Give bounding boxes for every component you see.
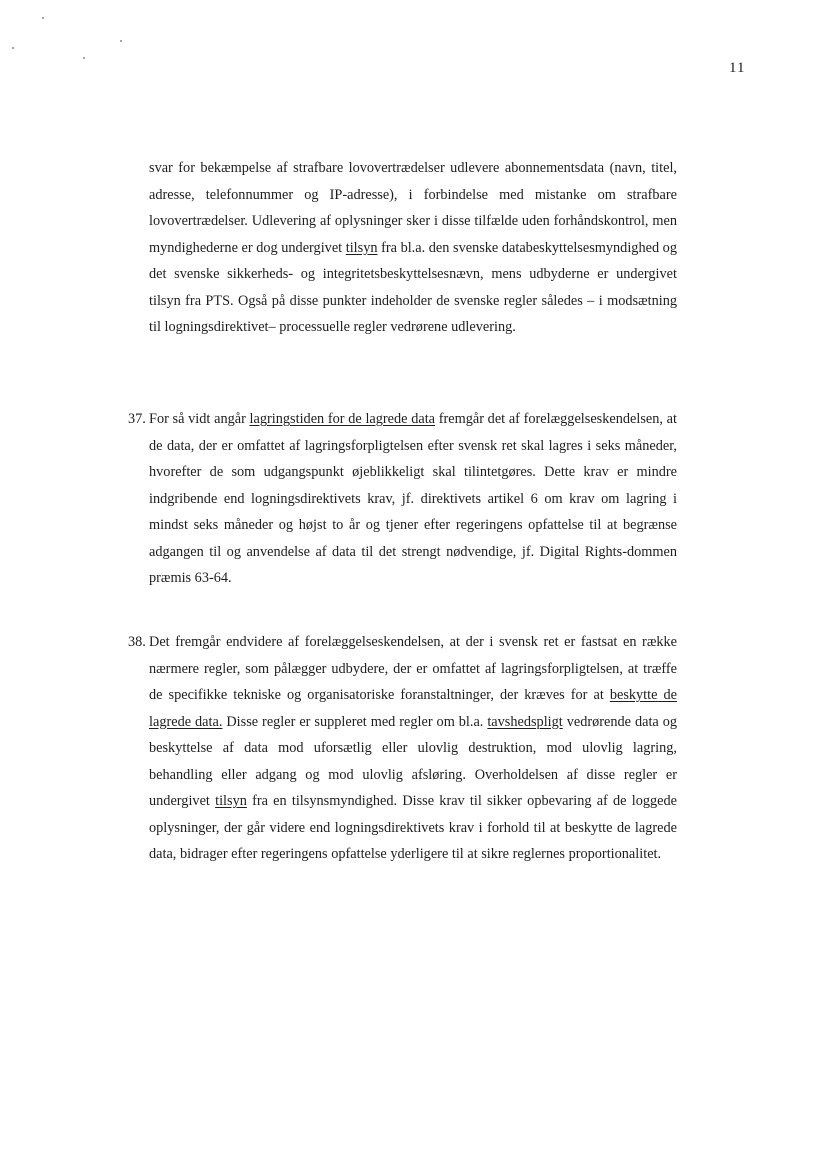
- paragraph-text: svar for bekæmpelse af strafbare lovovertrædelser udlevere abonnementsdata (navn, titel, adresse, telefonnummer og IP-adresse), i forbindelse med mistanke om strafbare lovovertrædelser. Udlevering af oplysninger sker i disse tilfælde uden forhåndskontrol, men myndighederne er dog undergivet: [149, 160, 677, 256]
- paragraph-text: fra bl.a. den svenske databeskyttelsesmyndighed og det svenske sikkerheds- og integritetsbeskyttelsesnævn, mens udbyderne er undergivet tilsyn fra PTS. Også på disse punkter indeholder de svenske regler således – i modsætning til logningsdirektivet– processuelle regler vedrørene udlevering.: [149, 239, 677, 335]
- paragraph-text: vedrørende data og beskyttelse af data mod uforsætlig eller ulovlig destruktion, mod ulovlig lagring, behandling eller adgang og mod ulovlig afsløring. Overholdelsen af disse regler er undergivet: [149, 713, 677, 809]
- paragraph-38: [128, 629, 677, 868]
- paragraph-text: Disse regler er suppleret med regler om bl.a.: [222, 713, 488, 730]
- paragraph-number: 38.: [128, 634, 146, 650]
- page-number: 11: [729, 60, 746, 76]
- underlined-term-beskytte: beskytte de lagrede data.: [149, 687, 677, 730]
- scan-speck: [12, 47, 14, 49]
- paragraph-text: fra en tilsynsmyndighed. Disse krav til sikker opbevaring af de loggede oplysninger, der går videre end logningsdirektivets krav i forhold til at beskytte de lagrede data, bidrager efter regeringens opfattelse yderligere til at sikre reglernes proportionalitet.: [149, 793, 677, 862]
- scan-speck: [120, 40, 122, 42]
- paragraph-text: Det fremgår endvidere af forelæggelseskendelsen, at der i svensk ret er fastsat en række nærmere regler, som pålægger udbydere, der er omfattet af lagringsforpligtelsen, at træffe de specifikke tekniske og organisatoriske foranstaltninger, der kræves for at: [149, 634, 677, 703]
- underlined-term-lagringstiden: lagringstiden for de lagrede data: [249, 411, 436, 427]
- underlined-term-tavshedspligt: tavshedspligt: [487, 713, 563, 730]
- paragraph-text: For så vidt angår: [149, 411, 250, 427]
- scan-speck: [42, 17, 44, 19]
- paragraph-continued: [149, 155, 677, 341]
- scan-speck: [83, 57, 85, 59]
- paragraph-37: [128, 406, 677, 592]
- paragraph-number: 37.: [128, 411, 146, 427]
- paragraph-text: fremgår det af forelæggelseskendelsen, at de data, der er omfattet af lagringsforpligtelsen efter svensk ret skal lagres i seks måneder, hvorefter de som udgangspunkt øjeblikkeligt skal tilintetgøres. Dette krav er mindre indgribende end logningsdirektivets krav, jf. direktivets artikel 6 om krav om lagring i mindst seks måneder og højst to år og tjener efter regeringens opfattelse til at begrænse adgangen til og anvendelse af data til det strengt nødvendige, jf. Digital Rights-dommen præmis 63-64.: [149, 411, 677, 586]
- underlined-term-tilsyn: tilsyn: [345, 239, 378, 256]
- underlined-term-tilsyn: tilsyn: [215, 793, 247, 809]
